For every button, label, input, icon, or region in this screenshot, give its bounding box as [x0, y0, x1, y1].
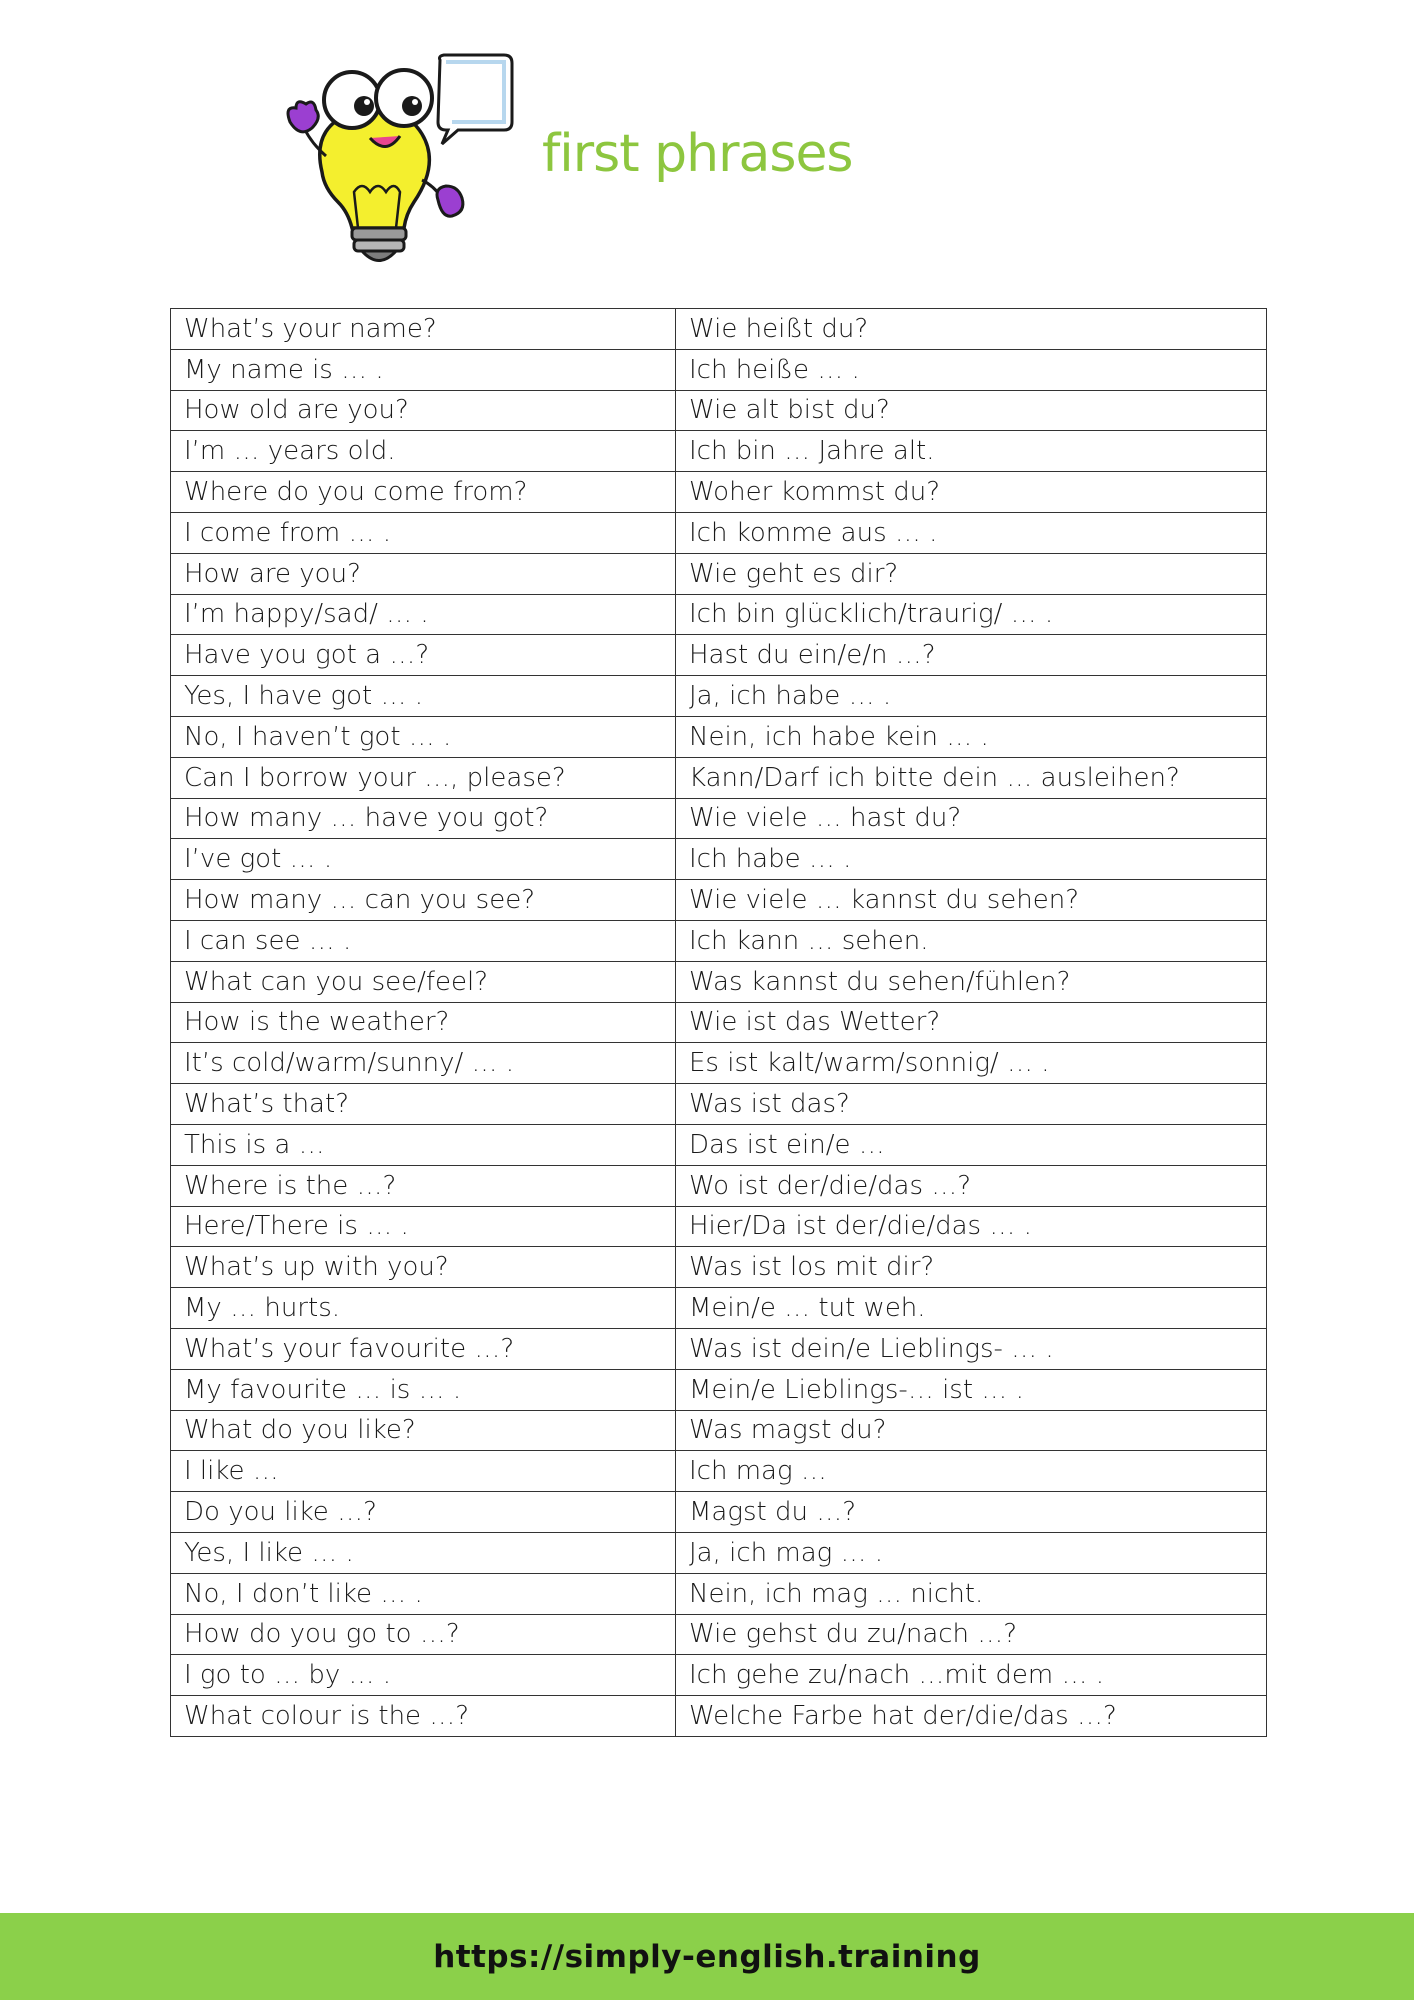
footer-bar — [0, 1913, 1414, 2000]
english-phrase-cell: What’s your name? — [171, 309, 676, 350]
english-phrase-cell: Yes, I have got … . — [171, 676, 676, 717]
table-row — [171, 1410, 1267, 1451]
table-row — [171, 309, 1267, 350]
english-phrase-cell: I’m … years old. — [171, 431, 676, 472]
german-phrase-cell: Ich gehe zu/nach …mit dem … . — [676, 1655, 1267, 1696]
table-row — [171, 1655, 1267, 1696]
english-phrase-cell: What do you like? — [171, 1410, 676, 1451]
table-row — [171, 1614, 1267, 1655]
english-phrase-cell: My … hurts. — [171, 1288, 676, 1329]
english-phrase-cell: I go to … by … . — [171, 1655, 676, 1696]
german-phrase-cell: Kann/Darf ich bitte dein … ausleihen? — [676, 757, 1267, 798]
german-phrase-cell: Wo ist der/die/das …? — [676, 1165, 1267, 1206]
english-phrase-cell: I’ve got … . — [171, 839, 676, 880]
german-phrase-cell: Das ist ein/e … — [676, 1124, 1267, 1165]
english-phrase-cell: How is the weather? — [171, 1002, 676, 1043]
lightbulb-character-icon — [282, 52, 522, 274]
table-row — [171, 349, 1267, 390]
english-phrase-cell: No, I haven’t got … . — [171, 716, 676, 757]
german-phrase-cell: Ich komme aus … . — [676, 512, 1267, 553]
german-phrase-cell: Wie alt bist du? — [676, 390, 1267, 431]
english-phrase-cell: How old are you? — [171, 390, 676, 431]
english-phrase-cell: What’s that? — [171, 1084, 676, 1125]
german-phrase-cell: Wie gehst du zu/nach …? — [676, 1614, 1267, 1655]
table-row — [171, 512, 1267, 553]
german-phrase-cell: Was kannst du sehen/fühlen? — [676, 961, 1267, 1002]
german-phrase-cell: Wie ist das Wetter? — [676, 1002, 1267, 1043]
german-phrase-cell: Ich heiße … . — [676, 349, 1267, 390]
table-row — [171, 716, 1267, 757]
table-row — [171, 594, 1267, 635]
english-phrase-cell: I can see … . — [171, 920, 676, 961]
german-phrase-cell: Wie viele … hast du? — [676, 798, 1267, 839]
german-phrase-cell: Woher kommst du? — [676, 472, 1267, 513]
table-row — [171, 1573, 1267, 1614]
table-row — [171, 1206, 1267, 1247]
table-row — [171, 1492, 1267, 1533]
english-phrase-cell: My favourite … is … . — [171, 1369, 676, 1410]
table-row — [171, 1043, 1267, 1084]
german-phrase-cell: Was ist dein/e Lieblings- … . — [676, 1328, 1267, 1369]
english-phrase-cell: I’m happy/sad/ … . — [171, 594, 676, 635]
table-row — [171, 1532, 1267, 1573]
english-phrase-cell: How many … can you see? — [171, 880, 676, 921]
table-row — [171, 676, 1267, 717]
table-row — [171, 920, 1267, 961]
german-phrase-cell: Wie geht es dir? — [676, 553, 1267, 594]
table-row — [171, 839, 1267, 880]
english-phrase-cell: Have you got a …? — [171, 635, 676, 676]
german-phrase-cell: Welche Farbe hat der/die/das …? — [676, 1696, 1267, 1737]
table-row — [171, 880, 1267, 921]
page-title: first phrases — [542, 124, 853, 184]
english-phrase-cell: What colour is the …? — [171, 1696, 676, 1737]
english-phrase-cell: What’s your favourite …? — [171, 1328, 676, 1369]
table-row — [171, 961, 1267, 1002]
english-phrase-cell: How are you? — [171, 553, 676, 594]
english-phrase-cell: Do you like …? — [171, 1492, 676, 1533]
german-phrase-cell: Es ist kalt/warm/sonnig/ … . — [676, 1043, 1267, 1084]
table-row — [171, 553, 1267, 594]
english-phrase-cell: Can I borrow your …, please? — [171, 757, 676, 798]
german-phrase-cell: Ich mag … — [676, 1451, 1267, 1492]
german-phrase-cell: Magst du …? — [676, 1492, 1267, 1533]
german-phrase-cell: Ja, ich habe … . — [676, 676, 1267, 717]
table-row — [171, 635, 1267, 676]
german-phrase-cell: Wie heißt du? — [676, 309, 1267, 350]
german-phrase-cell: Ich kann … sehen. — [676, 920, 1267, 961]
german-phrase-cell: Ich bin glücklich/traurig/ … . — [676, 594, 1267, 635]
english-phrase-cell: I come from … . — [171, 512, 676, 553]
table-row — [171, 472, 1267, 513]
footer-url-link[interactable]: https://simply-english.training — [433, 1938, 981, 1975]
table-row — [171, 1247, 1267, 1288]
table-row — [171, 390, 1267, 431]
english-phrase-cell: What can you see/feel? — [171, 961, 676, 1002]
table-row — [171, 1124, 1267, 1165]
english-phrase-cell: Where do you come from? — [171, 472, 676, 513]
german-phrase-cell: Nein, ich mag … nicht. — [676, 1573, 1267, 1614]
german-phrase-cell: Mein/e Lieblings-… ist … . — [676, 1369, 1267, 1410]
german-phrase-cell: Hier/Da ist der/die/das … . — [676, 1206, 1267, 1247]
english-phrase-cell: Where is the …? — [171, 1165, 676, 1206]
german-phrase-cell: Nein, ich habe kein … . — [676, 716, 1267, 757]
german-phrase-cell: Was ist das? — [676, 1084, 1267, 1125]
german-phrase-cell: Hast du ein/e/n …? — [676, 635, 1267, 676]
german-phrase-cell: Ich habe … . — [676, 839, 1267, 880]
german-phrase-cell: Ich bin … Jahre alt. — [676, 431, 1267, 472]
english-phrase-cell: What’s up with you? — [171, 1247, 676, 1288]
table-row — [171, 1165, 1267, 1206]
german-phrase-cell: Wie viele … kannst du sehen? — [676, 880, 1267, 921]
table-row — [171, 1288, 1267, 1329]
table-row — [171, 757, 1267, 798]
table-row — [171, 1369, 1267, 1410]
table-row — [171, 798, 1267, 839]
phrase-table — [170, 308, 1267, 1737]
english-phrase-cell: My name is … . — [171, 349, 676, 390]
table-row — [171, 1002, 1267, 1043]
english-phrase-cell: Here/There is … . — [171, 1206, 676, 1247]
german-phrase-cell: Mein/e … tut weh. — [676, 1288, 1267, 1329]
table-row — [171, 1696, 1267, 1737]
english-phrase-cell: Yes, I like … . — [171, 1532, 676, 1573]
table-row — [171, 1328, 1267, 1369]
german-phrase-cell: Was ist los mit dir? — [676, 1247, 1267, 1288]
german-phrase-cell: Ja, ich mag … . — [676, 1532, 1267, 1573]
english-phrase-cell: I like … — [171, 1451, 676, 1492]
english-phrase-cell: It’s cold/warm/sunny/ … . — [171, 1043, 676, 1084]
english-phrase-cell: How do you go to …? — [171, 1614, 676, 1655]
english-phrase-cell: How many … have you got? — [171, 798, 676, 839]
english-phrase-cell: No, I don’t like … . — [171, 1573, 676, 1614]
table-row — [171, 1084, 1267, 1125]
english-phrase-cell: This is a … — [171, 1124, 676, 1165]
table-row — [171, 431, 1267, 472]
table-row — [171, 1451, 1267, 1492]
german-phrase-cell: Was magst du? — [676, 1410, 1267, 1451]
